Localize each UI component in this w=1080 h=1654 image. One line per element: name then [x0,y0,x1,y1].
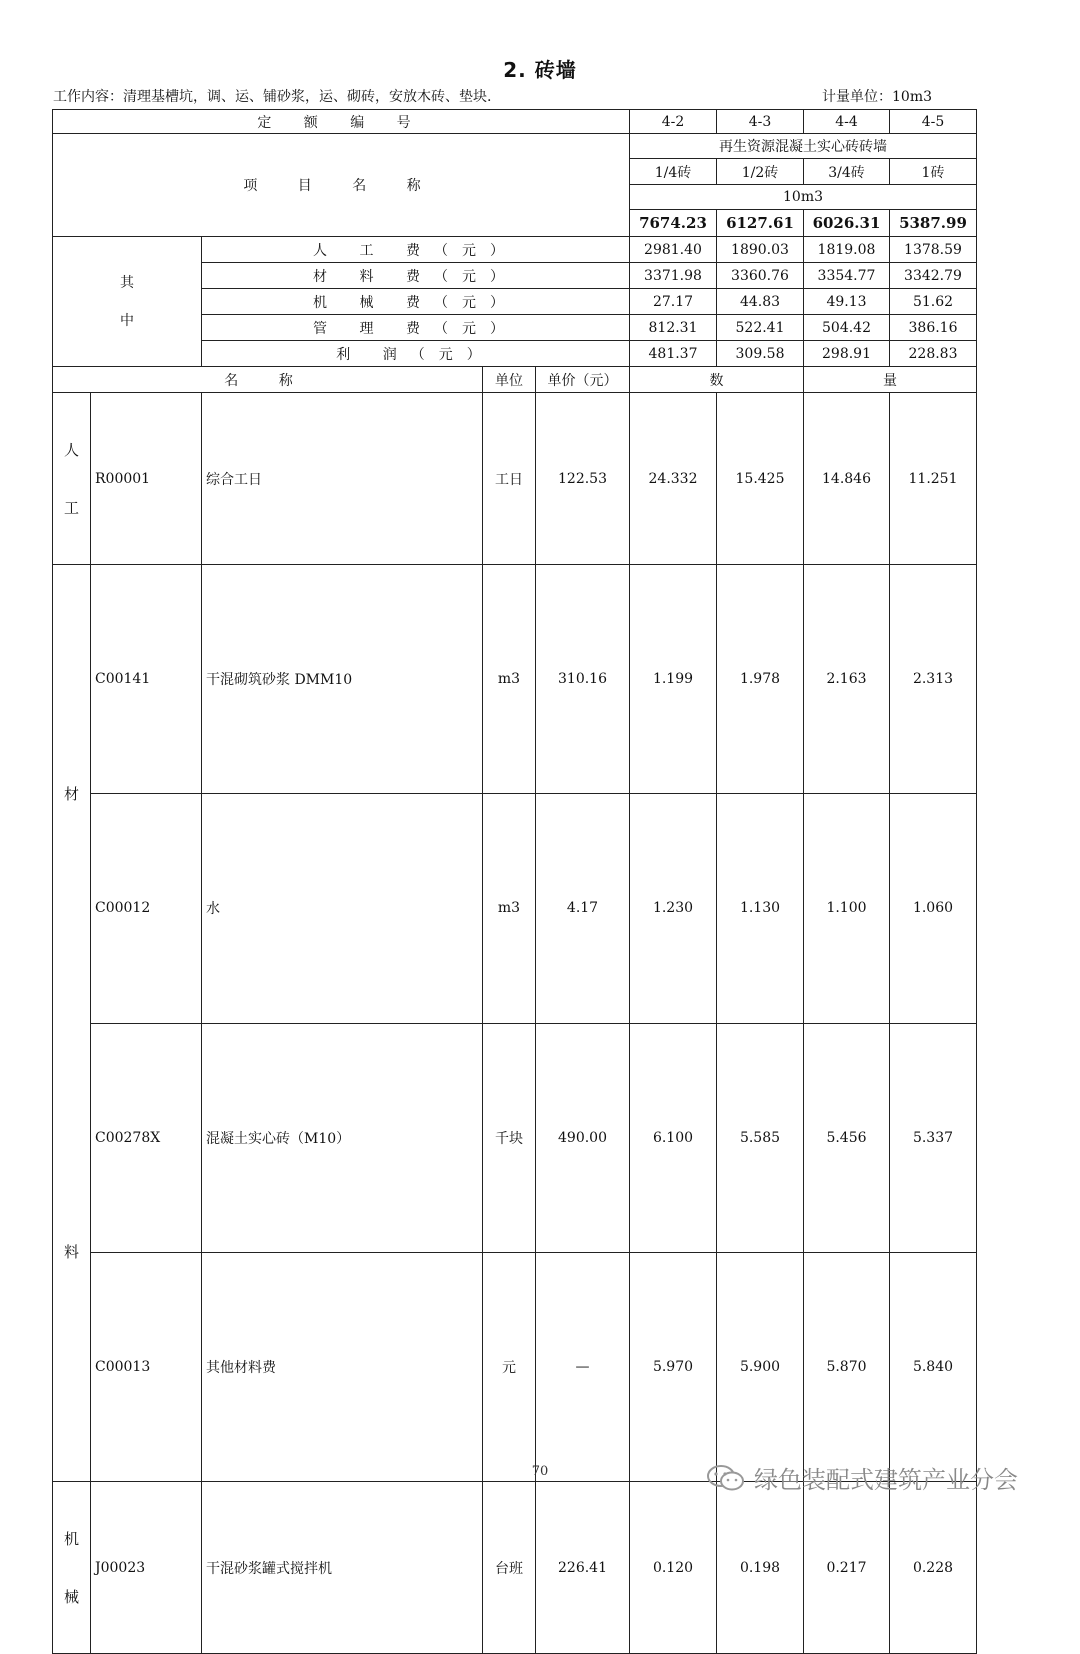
watermark-text: 绿色装配式建筑产业分会 [754,1466,1018,1494]
variant-label: 3/4砖 [804,159,890,185]
item-unit: m3 [483,794,536,1023]
column-name-header: 名 称 [53,367,483,393]
section-label-char: 料 [63,1243,79,1261]
breakdown-value: 298.91 [804,341,890,367]
breakdown-value: 481.37 [630,341,717,367]
item-qty: 5.456 [804,1023,890,1252]
item-name-label: 项 目 名 称 [53,134,630,237]
breakdown-value: 49.13 [804,289,890,315]
breakdown-value: 1819.08 [804,237,890,263]
group-name: 再生资源混凝土实心砖砖墙 [630,134,977,159]
item-unit: 元 [483,1252,536,1481]
item-name: 混凝土实心砖（M10） [202,1023,483,1252]
breakdown-value: 27.17 [630,289,717,315]
breakdown-value: 44.83 [717,289,804,315]
header-unit: 10m3 [630,185,977,210]
breakdown-value: 2981.40 [630,237,717,263]
breakdown-row-label: 材 料 费（元） [202,263,630,289]
breakdown-value: 3342.79 [890,263,977,289]
breakdown-value: 51.62 [890,289,977,315]
base-price: 7674.23 [630,210,717,237]
breakdown-value: 3360.76 [717,263,804,289]
breakdown-value: 3354.77 [804,263,890,289]
column-qty-header-right: 量 [804,367,977,393]
item-qty: 1.130 [717,794,804,1023]
item-qty: 0.120 [630,1482,717,1654]
breakdown-row-label: 管 理 费（元） [202,315,630,341]
breakdown-label-top: 其 [120,274,134,291]
breakdown-row-label: 人 工 费（元） [202,237,630,263]
item-qty: 11.251 [890,393,977,565]
item-code: R00001 [91,393,202,565]
item-qty: 5.585 [717,1023,804,1252]
item-name: 水 [202,794,483,1023]
measure-unit: 计量单位：10m3 [822,89,932,105]
item-qty: 24.332 [630,393,717,565]
breakdown-label [53,237,202,367]
breakdown-value: 3371.98 [630,263,717,289]
item-name: 干混砌筑砂浆 DMM10 [202,565,483,794]
item-qty: 1.199 [630,565,717,794]
quota-code: 4-2 [630,110,717,134]
quota-code: 4-5 [890,110,977,134]
item-price: 4.17 [536,794,630,1023]
section-label-char: 材 [63,785,79,803]
item-qty: 5.870 [804,1252,890,1481]
variant-label: 1/2砖 [717,159,804,185]
item-unit: 千块 [483,1023,536,1252]
breakdown-value: 309.58 [717,341,804,367]
item-name: 其他材料费 [202,1252,483,1481]
item-qty: 0.217 [804,1482,890,1654]
breakdown-value: 386.16 [890,315,977,341]
column-price-header: 单价（元） [536,367,630,393]
wechat-icon [706,1463,746,1493]
variant-label: 1砖 [890,159,977,185]
item-code: C00141 [91,565,202,794]
item-qty: 1.100 [804,794,890,1023]
item-qty: 2.313 [890,565,977,794]
section-label-char: 械 [63,1587,79,1606]
quota-no-label: 定 额 编 号 [53,110,630,134]
item-qty: 1.230 [630,794,717,1023]
section-label-char: 机 [63,1529,79,1548]
breakdown-row-label: 利 润（元） [202,341,630,367]
item-qty: 1.978 [717,565,804,794]
breakdown-value: 1378.59 [890,237,977,263]
quota-table [52,109,977,1654]
item-qty: 6.100 [630,1023,717,1252]
breakdown-value: 504.42 [804,315,890,341]
item-unit: 台班 [483,1482,536,1654]
quota-code: 4-4 [804,110,890,134]
item-qty: 15.425 [717,393,804,565]
item-price: — [536,1252,630,1481]
item-qty: 5.970 [630,1252,717,1481]
item-name: 综合工日 [202,393,483,565]
item-qty: 5.900 [717,1252,804,1481]
item-qty: 0.228 [890,1482,977,1654]
section-label [53,1482,91,1654]
item-price: 122.53 [536,393,630,565]
section-label-char: 工 [63,498,79,517]
item-price: 490.00 [536,1023,630,1252]
breakdown-label-bottom: 中 [120,312,134,329]
base-price: 6026.31 [804,210,890,237]
item-code: C00013 [91,1252,202,1481]
item-qty: 5.337 [890,1023,977,1252]
column-unit-header: 单位 [483,367,536,393]
section-label [53,565,91,1482]
breakdown-value: 228.83 [890,341,977,367]
page-title: 2. 砖墙 [503,58,577,82]
item-qty: 14.846 [804,393,890,565]
breakdown-row-label: 机 械 费（元） [202,289,630,315]
page-number: 70 [531,1464,549,1479]
item-unit: 工日 [483,393,536,565]
breakdown-value: 812.31 [630,315,717,341]
item-qty: 1.060 [890,794,977,1023]
breakdown-value: 522.41 [717,315,804,341]
item-price: 226.41 [536,1482,630,1654]
column-qty-header-left: 数 [630,367,804,393]
item-price: 310.16 [536,565,630,794]
item-name: 干混砂浆罐式搅拌机 [202,1482,483,1654]
variant-label: 1/4砖 [630,159,717,185]
base-price: 6127.61 [717,210,804,237]
base-price: 5387.99 [890,210,977,237]
work-content: 工作内容：清理基槽坑，调、运、铺砂浆，运、砌砖，安放木砖、垫块. [53,89,492,105]
item-qty: 2.163 [804,565,890,794]
section-label-char: 人 [63,440,79,459]
breakdown-value: 1890.03 [717,237,804,263]
item-code: J00023 [91,1482,202,1654]
item-code: C00278X [91,1023,202,1252]
section-label [53,393,91,565]
item-qty: 5.840 [890,1252,977,1481]
watermark [706,1460,1018,1495]
item-qty: 0.198 [717,1482,804,1654]
item-unit: m3 [483,565,536,794]
quota-code: 4-3 [717,110,804,134]
item-code: C00012 [91,794,202,1023]
